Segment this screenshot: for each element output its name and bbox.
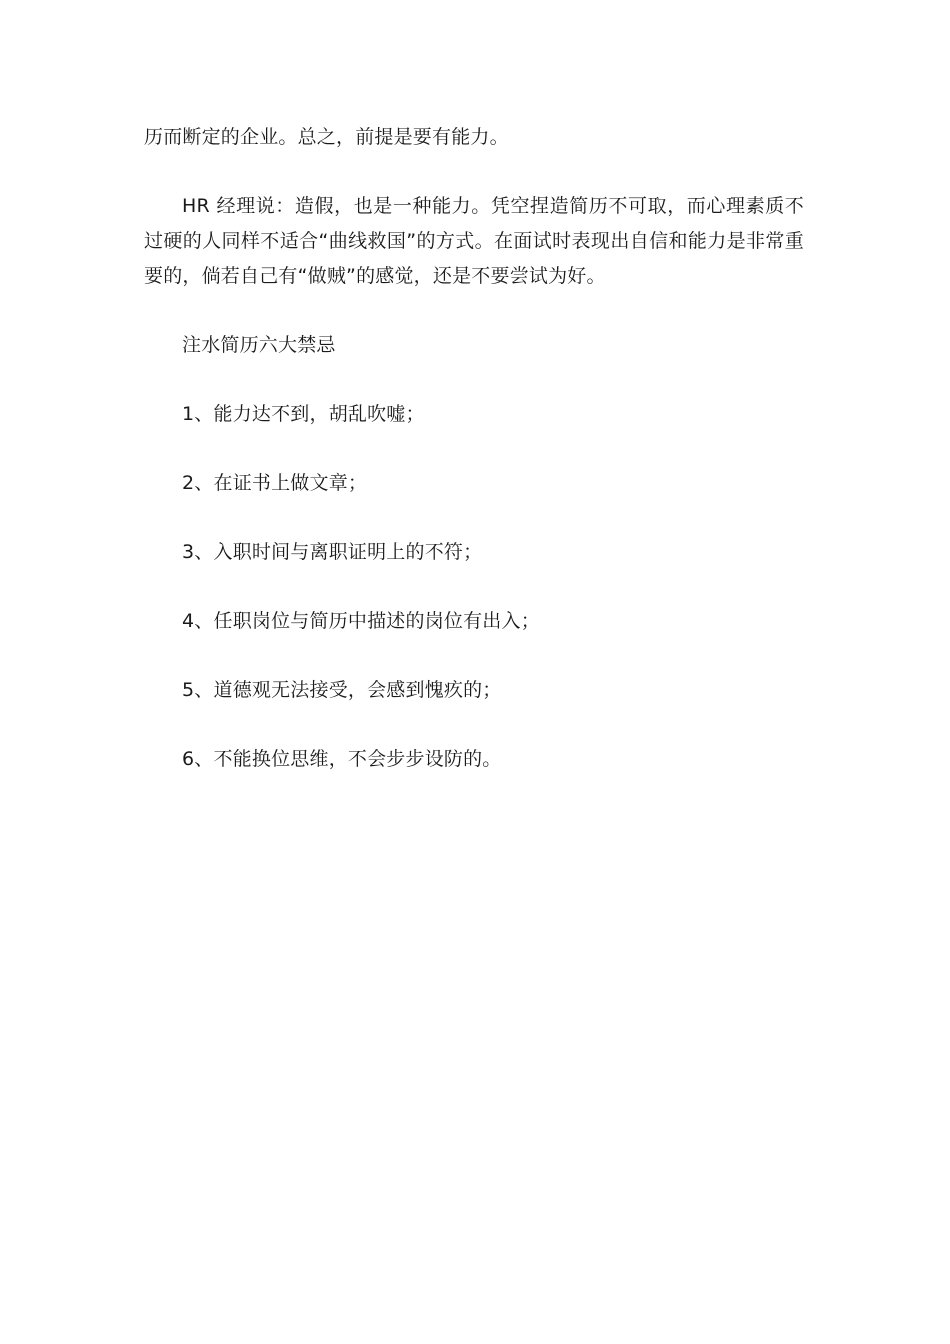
paragraph-hr-manager: HR 经理说：造假，也是一种能力。凭空捏造简历不可取，而心理素质不过硬的人同样不适合“曲线救国”的方式。在面试时表现出自信和能力是非常重要的，倘若自己有“做贼”的感觉，还是不要尝试为好。 <box>144 195 804 287</box>
list-item: 3、入职时间与离职证明上的不符； <box>182 541 483 563</box>
list-item: 4、任职岗位与简历中描述的岗位有出入； <box>182 610 540 632</box>
list-item: 1、能力达不到，胡乱吹嘘； <box>182 403 425 425</box>
document-body <box>144 120 804 777</box>
section-heading: 注水简历六大禁忌 <box>182 334 336 356</box>
paragraph-continuation: 历而断定的企业。总之，前提是要有能力。 <box>144 126 509 148</box>
list-item: 6、不能换位思维，不会步步设防的。 <box>182 748 502 770</box>
list-item: 2、在证书上做文章； <box>182 472 368 494</box>
list-item: 5、道德观无法接受，会感到愧疚的； <box>182 679 502 701</box>
